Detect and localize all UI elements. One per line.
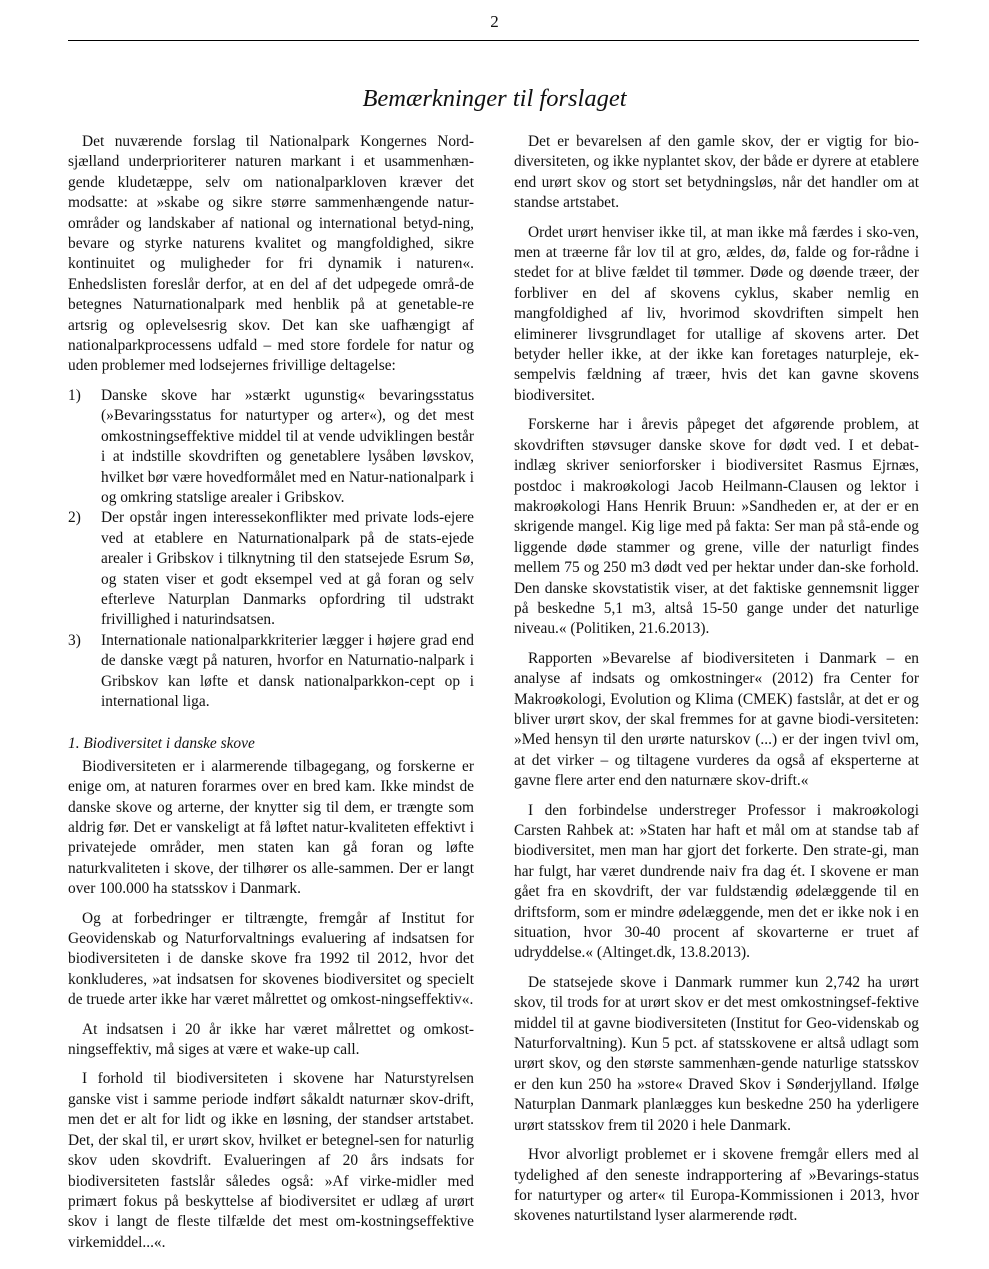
section-heading: 1. Biodiversitet i danske skove (68, 735, 255, 753)
body-paragraph: Ordet urørt henviser ikke til, at man ikke må færdes i sko-ven, men at træerne får lov til at gro, ældes, dø, falde og for-rådne i stedet for at blive fældet til tømmer. Døde og døende træer, der forbliver en del af skovens cyklus, skaber nemlig en mangfoldighed af liv, hvorimod skovdriften simpelt hen eliminerer livsgrundlaget for utallige af skovens arter. Det betyder heller ikke, at der ikke kan foretages naturpleje, ek-sempelvis fældning af træer, hvis det kan gavne skovens biodiversitet. (514, 223, 919, 404)
page-number: 2 (490, 12, 499, 31)
list-item-text: Der opstår ingen interessekonflikter med private lods-ejere ved at etablere en Naturnationalpark på de stats-ejede arealer i Gribskov i tilknytning til den statsejede Esrum Sø, og staten viser et godt eksempel ved at gå foran og selv efterleve Naturplan Danmarks opfordring til udstrakt frivillighed i naturindsatsen. (101, 509, 474, 629)
body-paragraph: Rapporten »Bevarelse af biodiversiteten i Danmark – en analyse af indsats og omkostninger« (2012) fra Center for Makroøkologi, Evolution og Klima (CMEK) fastslår, at det er og bliver urørt skov, der skal fremmes for at gavne biodi-versiteten: »Med hensyn til den urørte naturskov (...) er der ingen tvivl om, at det virker – og tiltagene vurderes da også af eksperterne at gavne flere arter end den naturnære skov-drift.« (514, 649, 919, 790)
body-paragraph: I forhold til biodiversiteten i skovene har Naturstyrelsen ganske vist i samme periode indført såkaldt naturnær skov-drift, men det er alt for lidt og ikke en løsning, der standser artstabet. Det, der skal til, er urørt skov, hvilket er betegnel-sen for naturlig skov uden skovdrift. Evalueringen af 20 års indsats for biodiversiteten fastslår således også: »Af virke-midler med primært fokus på beskyttelse af biodiversitet er udlæg af urørt skov i langt de fleste tilfælde det mest om-kostningseffektive virkemiddel...«. (68, 1070, 474, 1251)
list-item-number: 1) (68, 386, 81, 404)
list-item (68, 386, 474, 508)
body-paragraph: Det er bevarelsen af den gamle skov, der er vigtig for bio-diversiteten, og ikke nyplantet skov, der både er dyrere at etablere end urørt skov og stort set betydningsløs, når det handler om at standse artstabet. (514, 133, 919, 212)
header-rule (68, 40, 919, 41)
body-paragraph: I den forbindelse understreger Professor i makroøkologi Carsten Rahbek at: »Staten har haft et mål om at standse tab af biodiversitet, men man har gjort det forkerte. Den strate-gi, man har fulgt, har været dundrende naiv fra dag ét. I skovene er man gået fra en skovdrift, der var fuldstændig ødelæggende til en driftsform, som er mindre ødelæggende, men det er ikke nok i en situation, hvor 30-40 procent af skovarterne er truet af udryddelse.« (Altinget.dk, 13.8.2013). (514, 801, 919, 962)
right-column (514, 132, 919, 1236)
body-paragraph: Hvor alvorligt problemet er i skovene fremgår ellers med al tydelighed af den seneste indrapportering af »Bevarings-status for naturtyper og arter« til Europa-Kommissionen i 2013, hvor skovenes naturtilstand lyser alarmerende rødt. (514, 1146, 919, 1225)
intro-paragraph: Det nuværende forslag til Nationalpark Kongernes Nord-sjælland underprioriterer naturen markant i et usammenhæn-gende kludetæppe, selv om nationalparkloven kræver det modsatte: at »skabe og sikre større sammenhængende natur-områder og landskaber af national og international betyd-ning, bevare og styrke naturens kvalitet og mangfoldighed, sikre kontinuitet og muligheder for fri dynamik i naturen«. Enhedslisten foreslår derfor, at en del af det udpegede områ-de betegnes Naturnationalpark med henblik på at genetable-re artsrig og oplevelsesrig skov. Det kan ske uafhængigt af nationalparkprocessens udfald – med store fordele for natur og uden problemer med lodsejernes frivillige deltagelse: (68, 133, 474, 375)
left-column (68, 132, 474, 1262)
list-item (68, 631, 474, 713)
document-title: Bemærkninger til forslaget (362, 85, 627, 112)
body-paragraph: Forskerne har i årevis påpeget det afgørende problem, at skovdriften støvsuger danske skove for dødt ved. I et debat-indlæg skriver seniorforsker i biodiversitet Rasmus Ejrnæs, postdoc i makroøkologi Jacob Heilmann-Clausen og lektor i makroøkologi Hans Henrik Bruun: »Sandheden er, at der er en skrigende mangel. Kig lige med på fakta: Ser man på stå-ende og liggende døde stammer og grene, ville der naturligt findes mellem 75 og 250 m3 dødt ved per hektar under dan-ske forhold. Den danske skovstatistik viser, at det faktiske gennemsnit ligger på beskedne 5,1 m3, altså 15-50 gange under det naturlige niveau.« (Politiken, 21.6.2013). (514, 416, 919, 638)
list-item-number: 3) (68, 631, 81, 649)
list-item-text: Internationale nationalparkkriterier lægger i højere grad end de danske vægt på naturen, hvorfor en Naturnatio-nalpark i Gribskov kan løfte et dansk nationalparkkon-cept op i international liga. (101, 631, 474, 710)
proposal-list (68, 386, 474, 713)
body-paragraph: Biodiversiteten er i alarmerende tilbagegang, og forskerne er enige om, at naturen forarmes over en bred kam. Ikke mindst de danske skove og arterne, der knytter sig til dem, er trængte som aldrig før. Det er vanskeligt at få løftet natur-kvaliteten effektivt i privatejede områder, men staten kan gå foran og løfte naturkvaliteten i skove, der tilhører os alle-sammen. Der er langt over 100.000 ha statsskov i Danmark. (68, 757, 474, 898)
list-item (68, 508, 474, 630)
body-paragraph: Og at forbedringer er tiltrængte, fremgår af Institut for Geovidenskab og Naturforvaltnings evaluering af indsatsen for biodiversiteten i de danske skove fra 1992 til 2012, hvor det konkluderes, »at indsatsen for skovenes biodiversitet og specielt de truede arter ikke har været målrettet og omkost-ningseffektiv«. (68, 909, 474, 1009)
list-item-text: Danske skove har »stærkt ugunstig« bevaringsstatus (»Bevaringsstatus for naturtyper og arter«), og det mest omkostningseffektive middel til at vende udviklingen består i at indstille skovdriften og genetablere lysåben løvskov, hvilket bør være hovedformålet med en Natur-nationalpark i og omkring statslige arealer i Gribskov. (101, 386, 474, 506)
list-item-number: 2) (68, 509, 81, 527)
body-paragraph: De statsejede skove i Danmark rummer kun 2,742 ha urørt skov, til trods for at urørt skov er det mest omkostningsef-fektive middel til at gavne biodiversiteten (Institut for Geo-videnskab og Naturforvaltning). Kun 5 pct. af statsskovene er altså udlagt som urørt skov, og den største sammenhæn-gende naturlige statsskov er den kun 250 ha »store« Draved Skov i Sønderjylland. Ifølge Naturplan Danmark planlægges kun beskedne 250 ha yderligere urørt statsskov frem til 2020 i hele Danmark. (514, 973, 919, 1134)
body-paragraph: At indsatsen i 20 år ikke har været målrettet og omkost-ningseffektiv, må siges at være et wake-up call. (68, 1020, 474, 1059)
